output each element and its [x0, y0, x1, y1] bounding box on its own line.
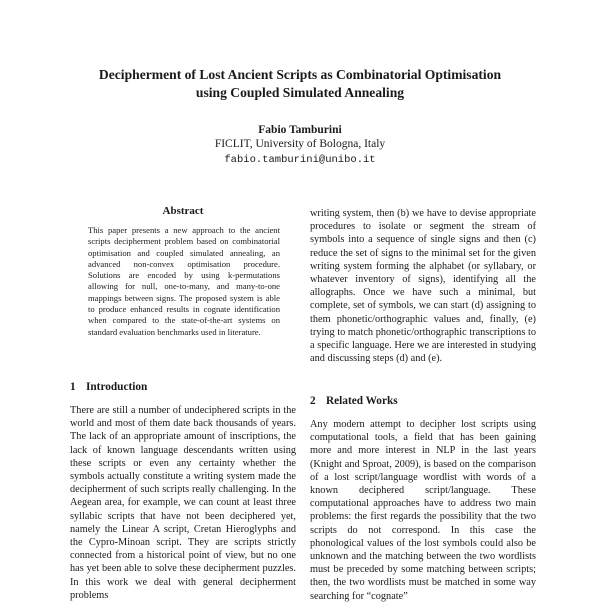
section-heading-related-works: [310, 394, 398, 408]
section-number: 1: [70, 381, 76, 393]
author-email: fabio.tamburini@unibo.it: [224, 154, 376, 166]
section-heading-introduction: [70, 380, 147, 394]
paper-title: [60, 66, 540, 102]
right-column-continuation-text: writing system, then (b) we have to devise appropriate procedures to isolate or segment the stream of symbols into a sequence of single signs and then (c) reduce the set of signs to the minimal set for the given writing system forming the alphabet (or syllabary, or whatever inventory of signs), identifying all the allographs. Once we have such a minimal, but complete, set of symbols, we can start (d) assigning to them phonetic/orthographic values and, finally, (e) trying to match phonetic/orthographic transcriptions to a specific language. Here we are interested in studying and discussing steps (d) and (e).: [310, 208, 536, 365]
abstract-heading: Abstract: [162, 205, 204, 217]
abstract-text: This paper presents a new approach to the ancient scripts decipherment problem based on combinatorial optimisation and coupled simulated annealing, an advanced non-convex optimisation procedure. Solutions are encoded by using k-permutations allowing for null, one-to-many, and many-to-one mappings between signs. The proposed system is able to produce enhanced results in cognate identification when compared to the state-of-the-art systems on standard evaluation benchmarks used in literature.: [88, 225, 280, 337]
author-affiliation: FICLIT, University of Bologna, Italy: [214, 138, 386, 150]
paper-title-line-2: using Coupled Simulated Annealing: [195, 85, 405, 100]
introduction-text: There are still a number of undeciphered scripts in the world and most of them date back thousands of years. The lack of an appropriate amount of inscriptions, the lack of known language descendants written using these scripts or even any certainty whether the symbols actually constitute a writing system made the decipherment of such scripts really challenging. In the Aegean area, for example, we can count at least three syllabic scripts that have not been deciphered yet, namely the Linear A script, Cretan Hieroglyphs and the Cypro-Minoan script. They are scripts strictly connected from a historical point of view, but no one has yet been able to solve these decipherment puzzles. In this work we deal with general decipherment problems: [70, 405, 296, 601]
related-works-text: Any modern attempt to decipher lost scripts using computational tools, a field that has been gaining more and more interest in NLP in the last years (Knight and Sproat, 2009), is based on the comparison of a lost script/language wordlist with words of a known deciphered script/language. These computational approaches have to address two main problems: the first regards the possibility that the two scripts do not correspond. In this case the phonological values of the lost symbols could also be unknown and the matching between the two wordlists must be preceded by some matching between scripts; then, the two wordlists must be matched in some way searching for “cognate”: [310, 419, 536, 602]
paper-title-line-1: Decipherment of Lost Ancient Scripts as Combinatorial Optimisation: [98, 67, 502, 82]
section-title: Related Works: [326, 395, 398, 407]
section-title: Introduction: [86, 381, 148, 393]
section-number: 2: [310, 395, 316, 407]
author-name: Fabio Tamburini: [258, 124, 342, 136]
